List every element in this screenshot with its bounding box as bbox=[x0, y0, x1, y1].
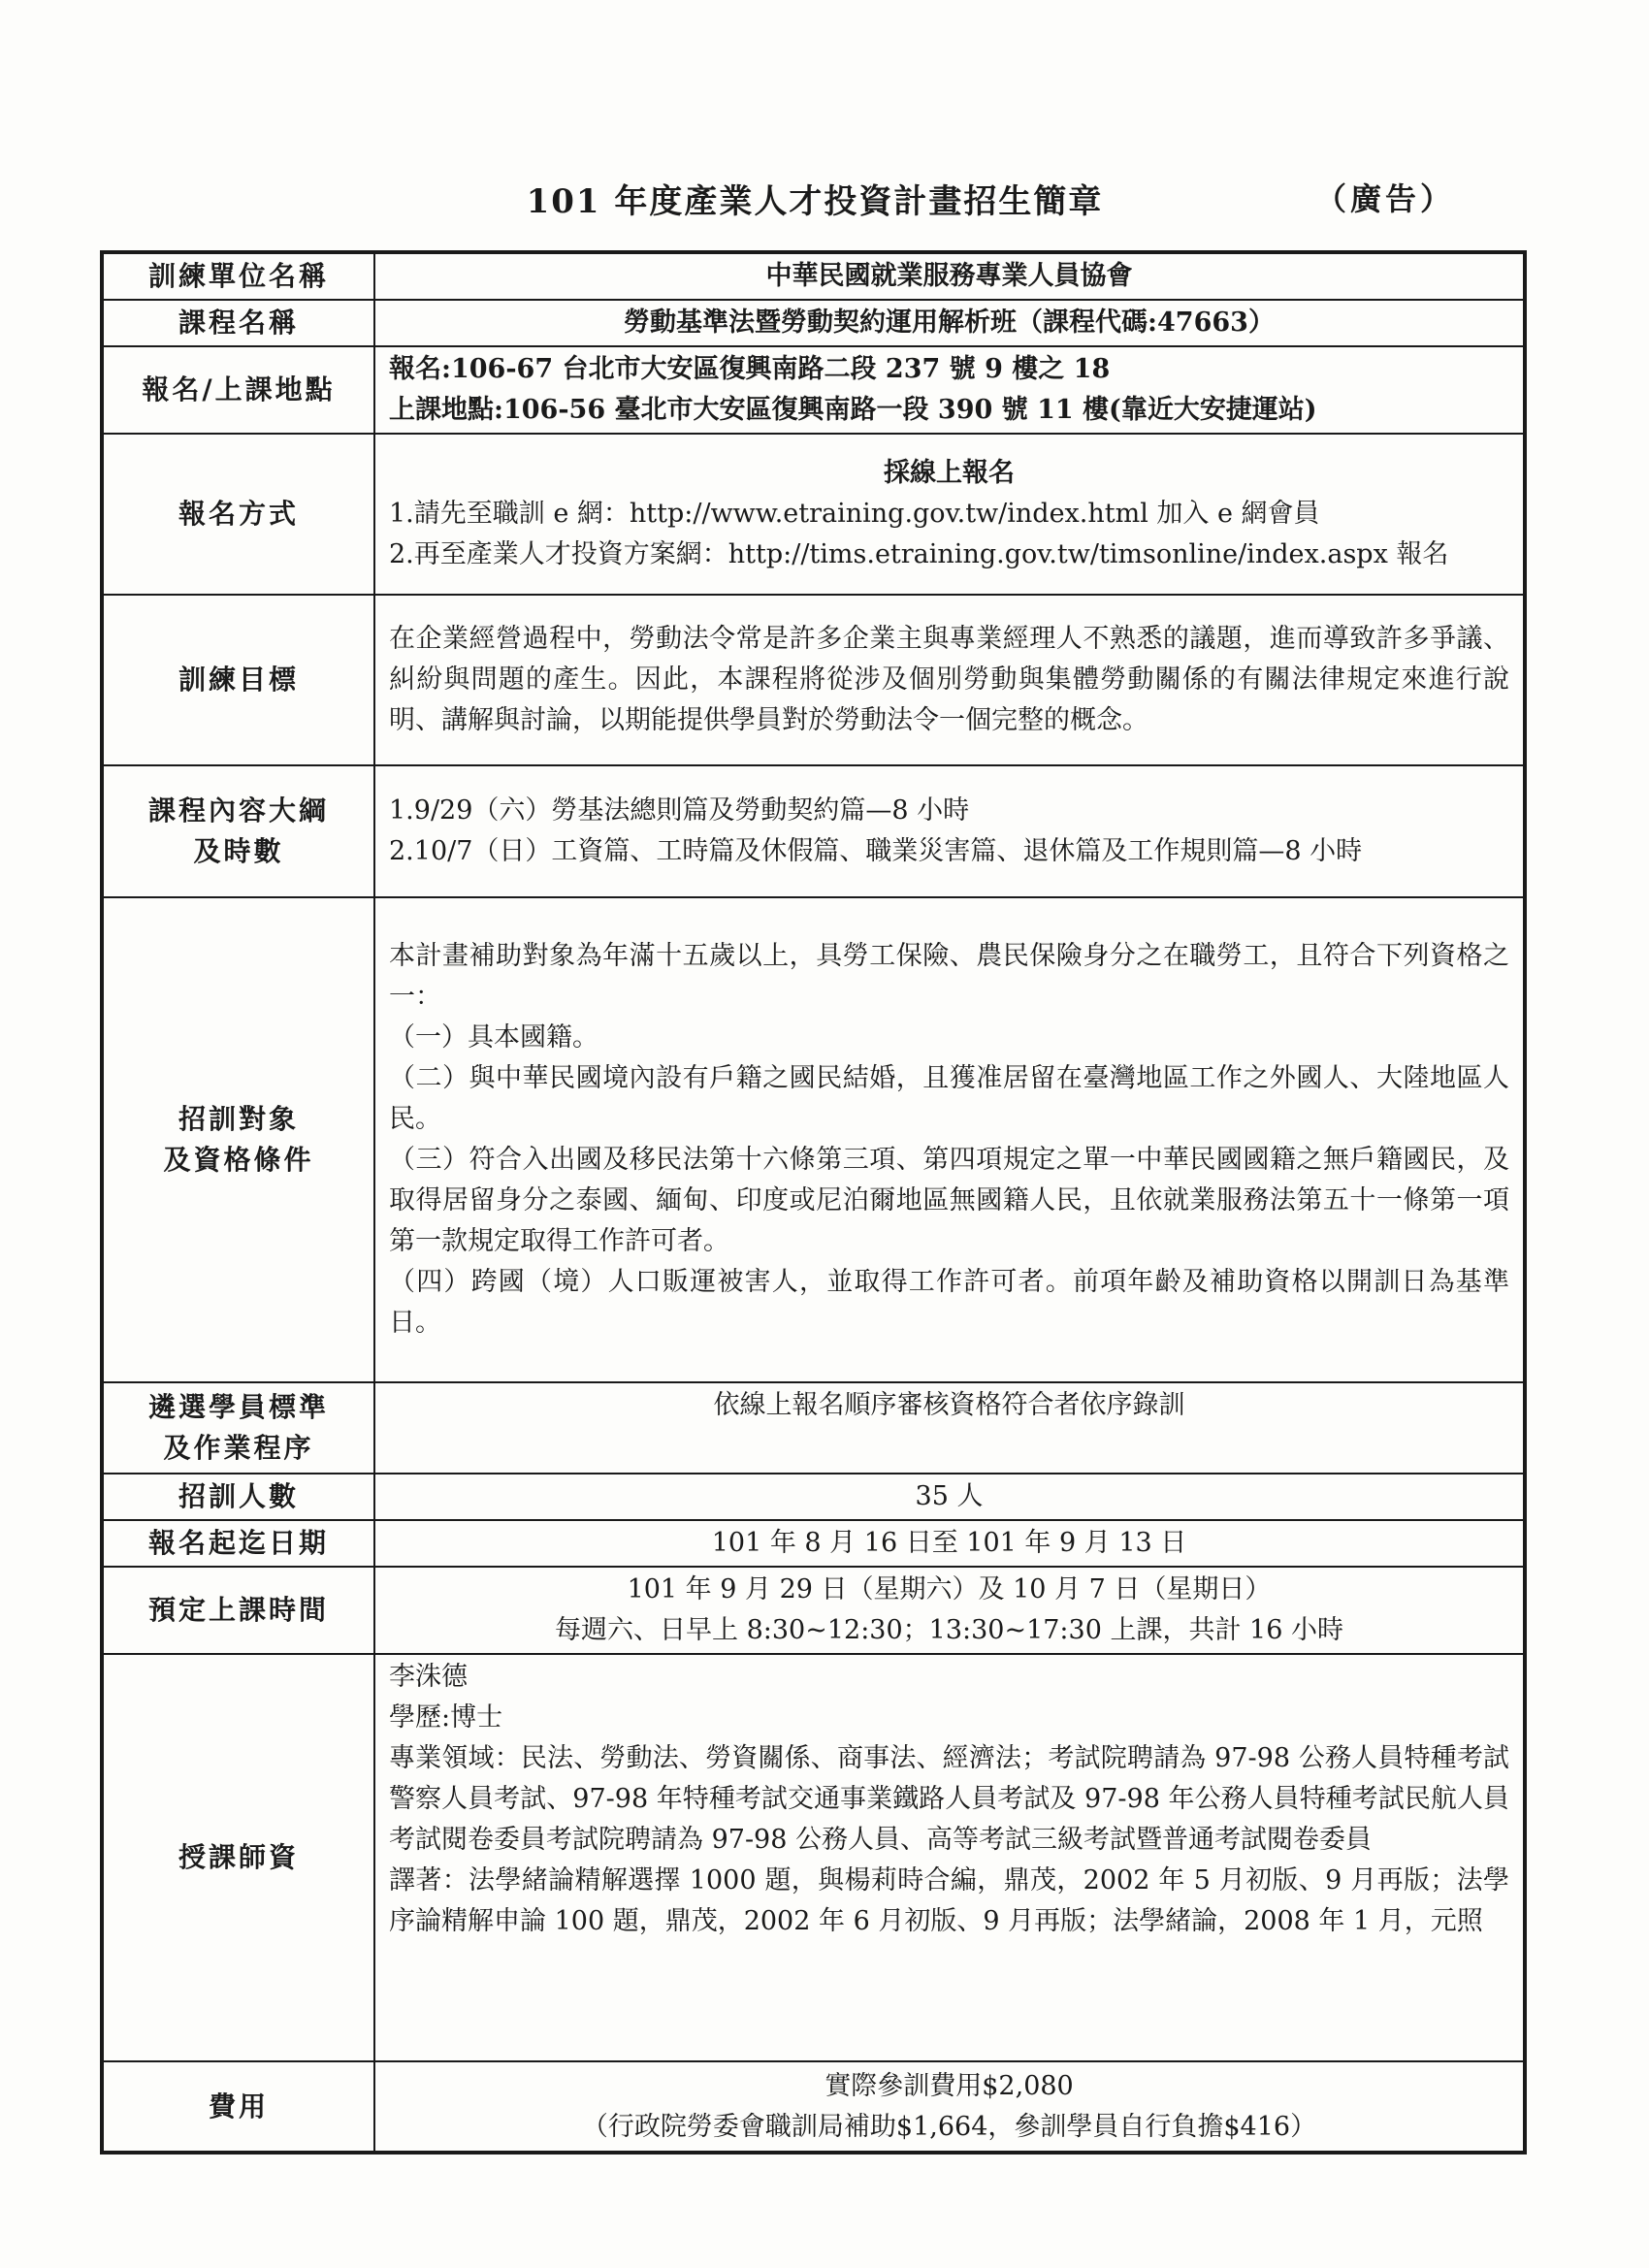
label-training-goal: 訓練目標 bbox=[102, 595, 374, 765]
row-eligibility bbox=[102, 897, 1525, 1382]
label-fee: 費用 bbox=[102, 2061, 374, 2153]
row-course-name bbox=[102, 300, 1525, 346]
registration-step-1: 1.請先至職訓 e 網：http://www.etraining.gov.tw/index.html 加入 e 網會員 bbox=[389, 499, 1320, 529]
advertisement-label: （廣告） bbox=[1314, 180, 1455, 217]
label-eligibility: 招訓對象 及資格條件 bbox=[102, 897, 374, 1382]
label-schedule: 預定上課時間 bbox=[102, 1567, 374, 1654]
instructor-degree: 學歷:博士 bbox=[389, 1702, 503, 1733]
instructor-expertise: 專業領域：民法、勞動法、勞資關係、商事法、經濟法；考試院聘請為 97-98 公務人員特種考試警察人員考試、97-98 年特種考試交通事業鐵路人員考試及 97-98 年公務人員特種考試民航人員考試閱卷委員考試院聘請為 97-98 公務人員、高等考試三級考試暨普通考試閱卷委員 bbox=[389, 1743, 1509, 1855]
enrollment-info-table bbox=[100, 250, 1527, 2155]
eligibility-condition-1: （一）具本國籍。 bbox=[389, 1022, 598, 1053]
value-eligibility bbox=[374, 897, 1525, 1382]
value-selection: 依線上報名順序審核資格符合者依序錄訓 bbox=[374, 1382, 1525, 1474]
class-address: 上課地點:106-56 臺北市大安區復興南路一段 390 號 11 樓(靠近大安捷運站) bbox=[389, 395, 1317, 425]
document-title: 101 年度產業人才投資計畫招生簡章 bbox=[526, 182, 1104, 221]
row-selection bbox=[102, 1382, 1525, 1474]
value-capacity: 35 人 bbox=[374, 1474, 1525, 1520]
value-location bbox=[374, 346, 1525, 434]
row-registration-method bbox=[102, 434, 1525, 595]
row-training-goal bbox=[102, 595, 1525, 765]
registration-step-2: 2.再至產業人才投資方案網：http://tims.etraining.gov.tw/timsonline/index.aspx 報名 bbox=[389, 539, 1449, 569]
row-fee bbox=[102, 2061, 1525, 2153]
eligibility-condition-4: （四）跨國（境）人口販運被害人，並取得工作許可者。前項年齡及補助資格以開訓日為基準日。 bbox=[389, 1267, 1509, 1338]
outline-item-1: 1.9/29（六）勞基法總則篇及勞動契約篇—8 小時 bbox=[389, 795, 970, 826]
label-instructor: 授課師資 bbox=[102, 1654, 374, 2061]
value-course-name: 勞動基準法暨勞動契約運用解析班（課程代碼:47663） bbox=[374, 300, 1525, 346]
page-header bbox=[146, 167, 1484, 221]
outline-item-2: 2.10/7（日）工資篇、工時篇及休假篇、職業災害篇、退休篇及工作規則篇—8 小時 bbox=[389, 836, 1363, 866]
fee-actual: 實際參訓費用$2,080 bbox=[824, 2070, 1074, 2101]
label-selection: 遴選學員標準 及作業程序 bbox=[102, 1382, 374, 1474]
row-instructor bbox=[102, 1654, 1525, 2061]
label-registration-method: 報名方式 bbox=[102, 434, 374, 595]
row-registration-period bbox=[102, 1520, 1525, 1567]
label-capacity: 招訓人數 bbox=[102, 1474, 374, 1520]
schedule-hours: 每週六、日早上 8:30~12:30；13:30~17:30 上課，共計 16 小時 bbox=[555, 1615, 1343, 1645]
value-course-outline bbox=[374, 765, 1525, 897]
eligibility-condition-3: （三）符合入出國及移民法第十六條第三項、第四項規定之單一中華民國國籍之無戶籍國民，及取得居留身分之泰國、緬甸、印度或尼泊爾地區無國籍人民，且依就業服務法第五十一條第一項第一款規定取得工作許可者。 bbox=[389, 1145, 1509, 1256]
value-instructor bbox=[374, 1654, 1525, 2061]
eligibility-condition-2: （二）與中華民國境內設有戶籍之國民結婚，且獲准居留在臺灣地區工作之外國人、大陸地區人民。 bbox=[389, 1063, 1509, 1134]
value-training-goal: 在企業經營過程中，勞動法令常是許多企業主與專業經理人不熟悉的議題，進而導致許多爭議、糾紛與問題的產生。因此，本課程將從涉及個別勞動與集體勞動關係的有關法律規定來進行說明、講解與討論，以期能提供學員對於勞動法令一個完整的概念。 bbox=[374, 595, 1525, 765]
label-training-unit: 訓練單位名稱 bbox=[102, 252, 374, 300]
eligibility-intro: 本計畫補助對象為年滿十五歲以上，具勞工保險、農民保險身分之在職勞工，且符合下列資格之一： bbox=[389, 941, 1509, 1012]
instructor-works: 譯著：法學緒論精解選擇 1000 題，與楊莉時合編，鼎茂，2002 年 5 月初版、9 月再版；法學序論精解申論 100 題，鼎茂，2002 年 6 月初版、9 月再版；法學緒論，2008 年 1 月，元照 bbox=[389, 1865, 1509, 1936]
label-registration-period: 報名起迄日期 bbox=[102, 1520, 374, 1567]
label-course-name: 課程名稱 bbox=[102, 300, 374, 346]
value-registration-period: 101 年 8 月 16 日至 101 年 9 月 13 日 bbox=[374, 1520, 1525, 1567]
value-training-unit: 中華民國就業服務專業人員協會 bbox=[374, 252, 1525, 300]
registration-method-heading: 採線上報名 bbox=[884, 458, 1015, 488]
row-schedule bbox=[102, 1567, 1525, 1654]
registration-address: 報名:106-67 台北市大安區復興南路二段 237 號 9 樓之 18 bbox=[389, 354, 1111, 384]
row-capacity bbox=[102, 1474, 1525, 1520]
row-training-unit bbox=[102, 252, 1525, 300]
label-location: 報名/上課地點 bbox=[102, 346, 374, 434]
schedule-dates: 101 年 9 月 29 日（星期六）及 10 月 7 日（星期日） bbox=[627, 1574, 1272, 1604]
instructor-name: 李洙德 bbox=[389, 1662, 468, 1692]
row-course-outline bbox=[102, 765, 1525, 897]
value-schedule bbox=[374, 1567, 1525, 1654]
row-location bbox=[102, 346, 1525, 434]
fee-subsidy-note: （行政院勞委會職訓局補助$1,664，參訓學員自行負擔$416） bbox=[581, 2111, 1317, 2142]
label-course-outline: 課程內容大綱 及時數 bbox=[102, 765, 374, 897]
value-registration-method bbox=[374, 434, 1525, 595]
value-fee bbox=[374, 2061, 1525, 2153]
